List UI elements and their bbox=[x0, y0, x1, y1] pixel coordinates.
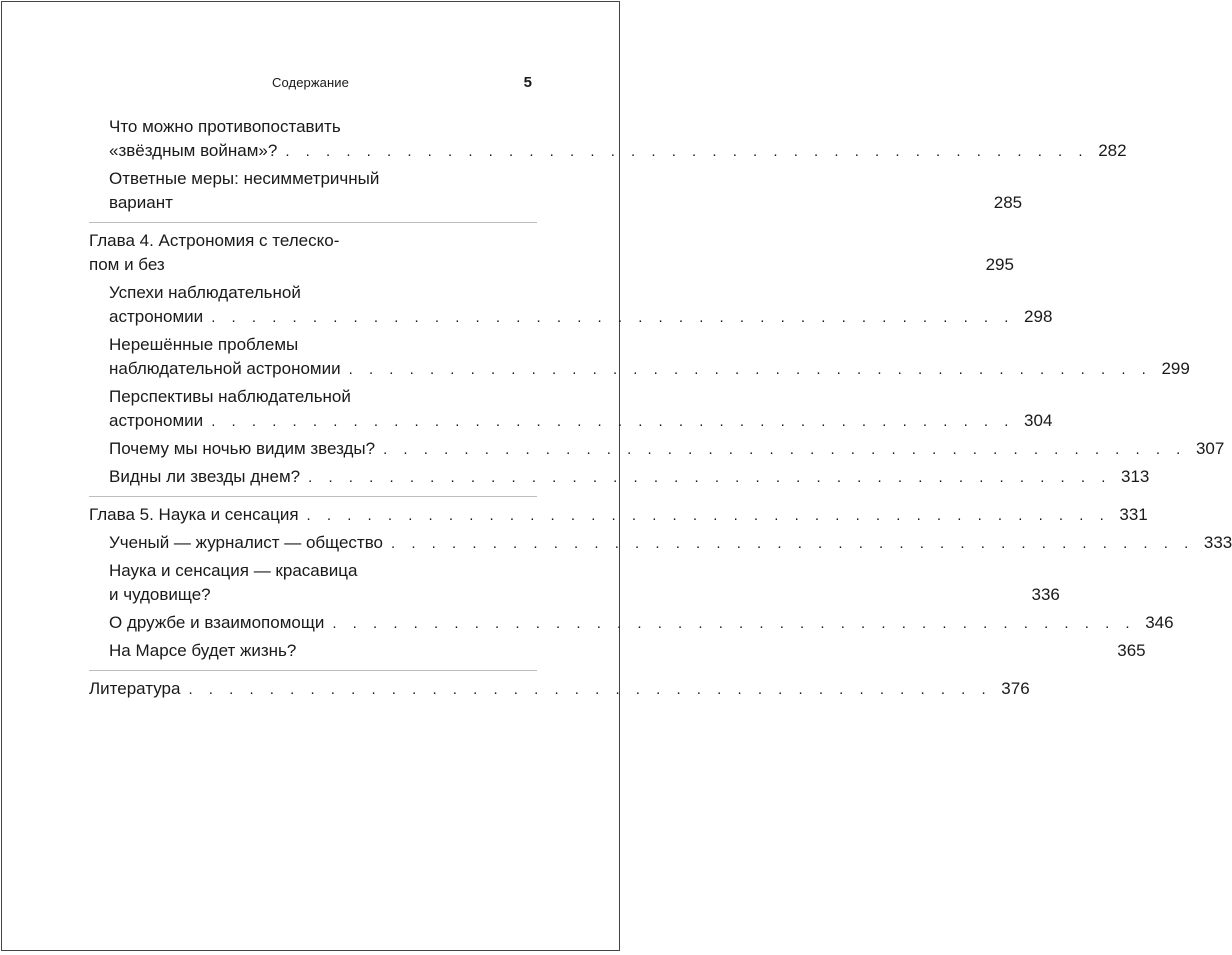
toc-entry[interactable] bbox=[89, 115, 1127, 164]
toc-page-number: 307 bbox=[1195, 439, 1225, 458]
toc-page-number: 333 bbox=[1203, 533, 1232, 552]
toc-entry-title-end: Почему мы ночью видим звезды? bbox=[109, 439, 376, 458]
toc-entry-title-end: На Марсе будет жизнь? bbox=[109, 641, 297, 660]
toc-entry[interactable] bbox=[89, 385, 1053, 434]
toc-entry[interactable] bbox=[89, 167, 1023, 216]
dot-leader: . . . . . . . . . . . . . . . . . . . . . . . . . . . . . . . . . . . . . . . . bbox=[391, 535, 1195, 552]
toc-page-number: 346 bbox=[1145, 613, 1174, 632]
running-head bbox=[2, 74, 619, 94]
toc-entry-title-end: О дружбе и взаимопомощи bbox=[109, 613, 325, 632]
dot-leader: . . . . . . . . . . . . . . . . . . . . . . . . . . . . . . . . . . . . . . . . bbox=[188, 681, 992, 698]
dot-leader: . . . . . . . . . . . . . . . . . . . . . . . . . . . . . . . . . . . . . . . . bbox=[285, 143, 1089, 160]
table-of-contents bbox=[89, 115, 1232, 702]
toc-chapter-entry[interactable] bbox=[89, 229, 1014, 278]
toc-page-number: 336 bbox=[1031, 585, 1060, 604]
toc-entry-title-end: вариант bbox=[109, 193, 173, 212]
toc-entry[interactable] bbox=[89, 281, 1053, 330]
dot-leader: . . . . . . . . . . . . . . . . . . . . . . . . . . . . . . . . . . . . . . . . bbox=[348, 361, 1152, 378]
dot-leader: . . . . . . . . . . . . . . . . . . . . . . . . . . . . . . . . . . . . . . . . bbox=[211, 413, 1015, 430]
running-title: Содержание bbox=[272, 75, 349, 90]
toc-entry-title-end: Видны ли звезды днем? bbox=[109, 467, 301, 486]
toc-entry-title-line: Что можно противопоставить bbox=[109, 117, 341, 136]
toc-entry-title-end: «звёздным войнам»? bbox=[109, 141, 278, 160]
book-page bbox=[1, 1, 1232, 951]
toc-entry[interactable] bbox=[89, 611, 1174, 636]
page-number: 5 bbox=[523, 74, 532, 91]
toc-page-number: 331 bbox=[1119, 505, 1148, 524]
toc-page-number: 376 bbox=[1001, 679, 1030, 698]
toc-entry-title-end: Ученый — журналист — общество bbox=[109, 533, 384, 552]
toc-entry-title-end: пом и без bbox=[89, 255, 165, 274]
toc-entry-title-line: Глава 4. Астрономия с телеско- bbox=[89, 231, 340, 250]
toc-page-number: 295 bbox=[985, 255, 1014, 274]
toc-entry-title-end: Глава 5. Наука и сенсация bbox=[89, 505, 299, 524]
toc-entry-title-end: и чудовище? bbox=[109, 585, 211, 604]
toc-page-number: 313 bbox=[1121, 467, 1150, 486]
toc-page-number: 298 bbox=[1024, 307, 1053, 326]
toc-chapter-entry[interactable] bbox=[89, 677, 1030, 702]
dot-leader: . . . . . . . . . . . . . . . . . . . . . . . . . . . . . . . . . . . . . . . . bbox=[211, 309, 1015, 326]
divider bbox=[89, 496, 537, 497]
toc-page-number: 304 bbox=[1024, 411, 1053, 430]
toc-entry-title-line: Нерешённые проблемы bbox=[109, 335, 299, 354]
toc-entry[interactable] bbox=[89, 465, 1150, 490]
toc-entry-title-line: Успехи наблюдательной bbox=[109, 283, 301, 302]
toc-page-number: 365 bbox=[1117, 641, 1146, 660]
toc-entry-title-line: Перспективы наблюдательной bbox=[109, 387, 351, 406]
toc-entry-title-line: Наука и сенсация — красавица bbox=[109, 561, 358, 580]
toc-entry-title-line: Ответные меры: несимметричный bbox=[109, 169, 380, 188]
dot-leader: . . . . . . . . . . . . . . . . . . . . . . . . . . . . . . . . . . . . . . . . bbox=[308, 469, 1112, 486]
toc-entry-title-end: астрономии bbox=[109, 411, 204, 430]
toc-entry[interactable] bbox=[89, 437, 1225, 462]
toc-entry-title-end: астрономии bbox=[109, 307, 204, 326]
toc-entry[interactable] bbox=[89, 531, 1232, 556]
toc-entry-title-end: Литература bbox=[89, 679, 181, 698]
toc-entry[interactable] bbox=[89, 333, 1190, 382]
toc-entry-title-end: наблюдательной астрономии bbox=[109, 359, 341, 378]
dot-leader: . . . . . . . . . . . . . . . . . . . . . . . . . . . . . . . . . . . . . . . . bbox=[306, 507, 1110, 524]
divider bbox=[89, 670, 537, 671]
dot-leader: . . . . . . . . . . . . . . . . . . . . . . . . . . . . . . . . . . . . . . . . bbox=[383, 441, 1187, 458]
divider bbox=[89, 222, 537, 223]
toc-entry[interactable] bbox=[89, 639, 1146, 664]
toc-page-number: 299 bbox=[1161, 359, 1190, 378]
dot-leader: . . . . . . . . . . . . . . . . . . . . . . . . . . . . . . . . . . . . . . . . bbox=[332, 615, 1136, 632]
toc-page-number: 285 bbox=[993, 193, 1023, 212]
toc-entry[interactable] bbox=[89, 559, 1060, 608]
toc-chapter-entry[interactable] bbox=[89, 503, 1148, 528]
toc-page-number: 282 bbox=[1098, 141, 1127, 160]
